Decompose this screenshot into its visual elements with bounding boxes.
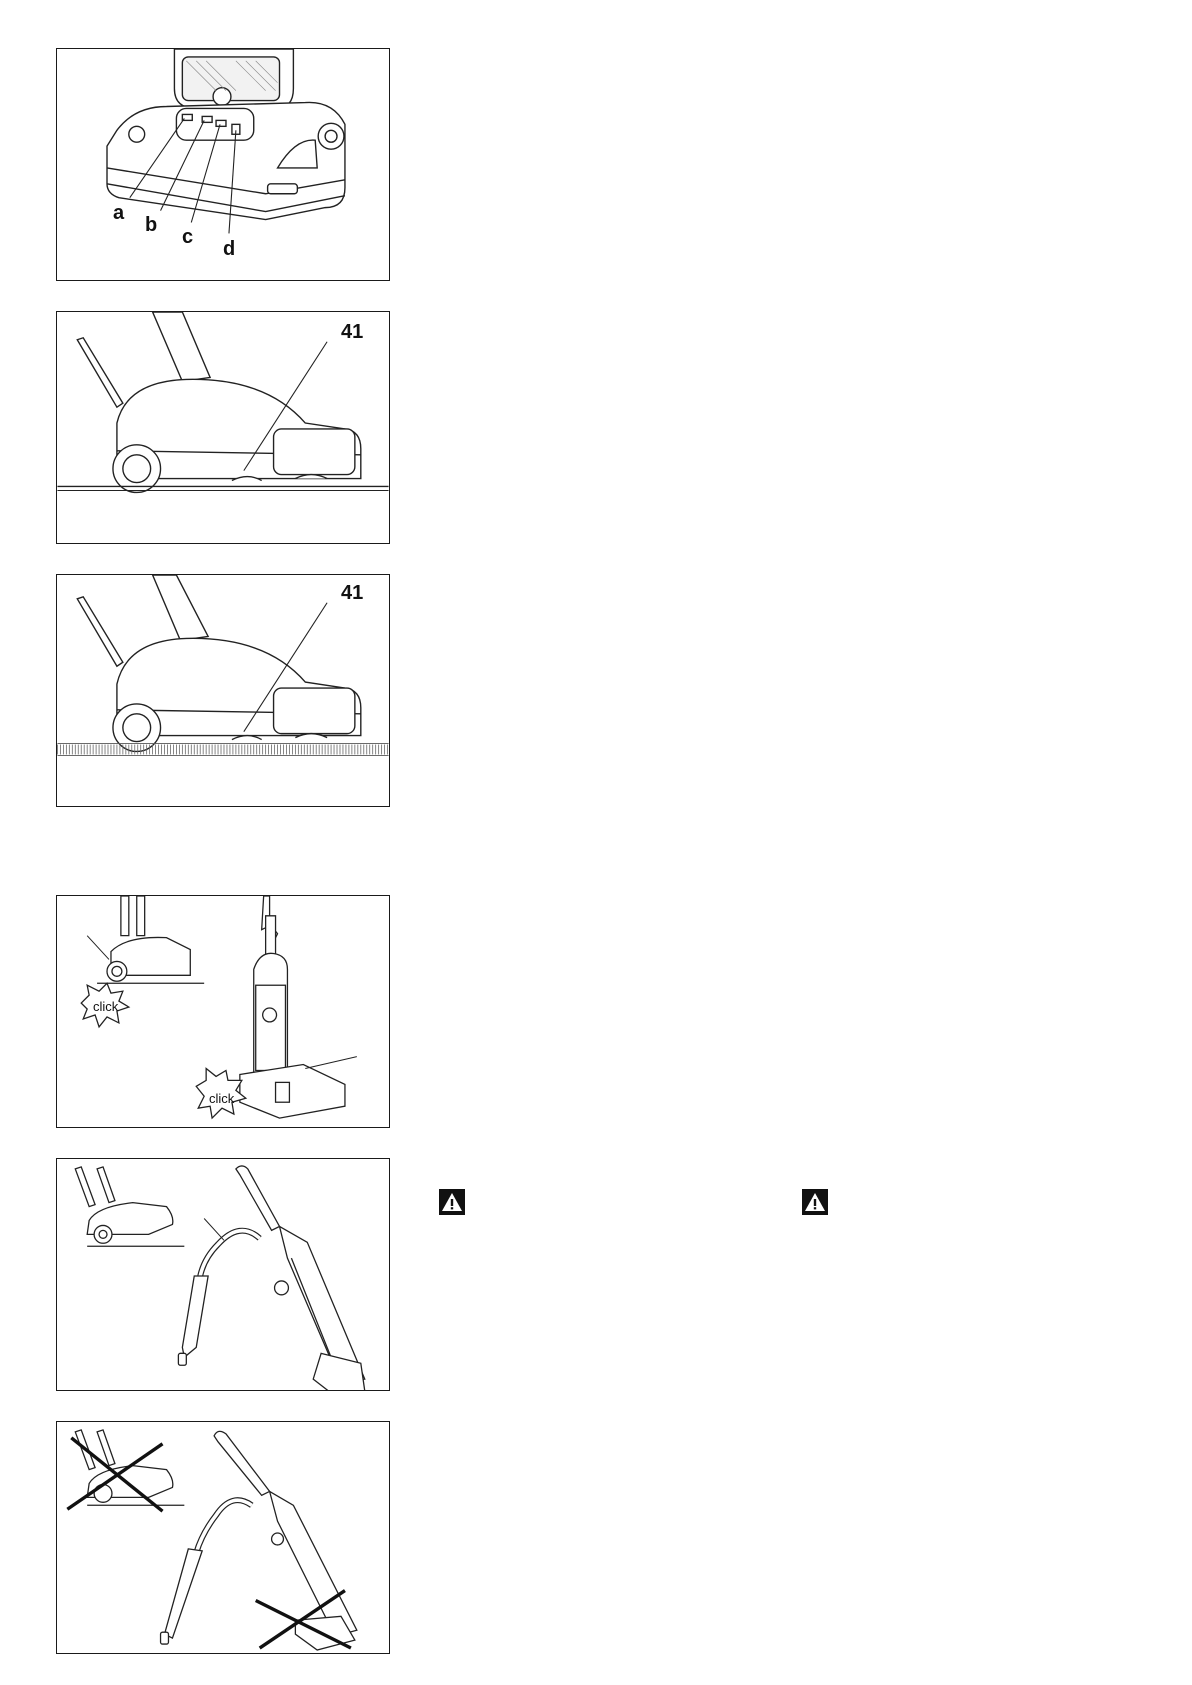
click-label-top: click (93, 999, 119, 1014)
figure-click-position (56, 895, 390, 1128)
figure-hose-use-incorrect (56, 1421, 390, 1654)
callout-b: b (145, 214, 158, 236)
figure-hard-floor-side-view (56, 311, 390, 544)
vacuum-side-hard-floor-illustration (57, 312, 389, 543)
callout-41: 41 (341, 321, 364, 343)
warning-triangle-icon (439, 1189, 465, 1215)
callout-c: c (182, 226, 194, 248)
click-label-bottom: click (209, 1091, 235, 1106)
vacuum-side-carpet-illustration (57, 575, 389, 806)
figure-carpet-side-view (56, 574, 390, 807)
vacuum-hose-use-illustration (57, 1159, 389, 1390)
figure-control-panel (56, 48, 390, 281)
callout-41: 41 (341, 582, 364, 604)
figure-hose-use-correct (56, 1158, 390, 1391)
callout-a: a (113, 202, 125, 224)
warning-triangle-icon (802, 1189, 828, 1215)
vacuum-incorrect-position-illustration (57, 1422, 389, 1653)
callout-d: d (223, 238, 236, 260)
